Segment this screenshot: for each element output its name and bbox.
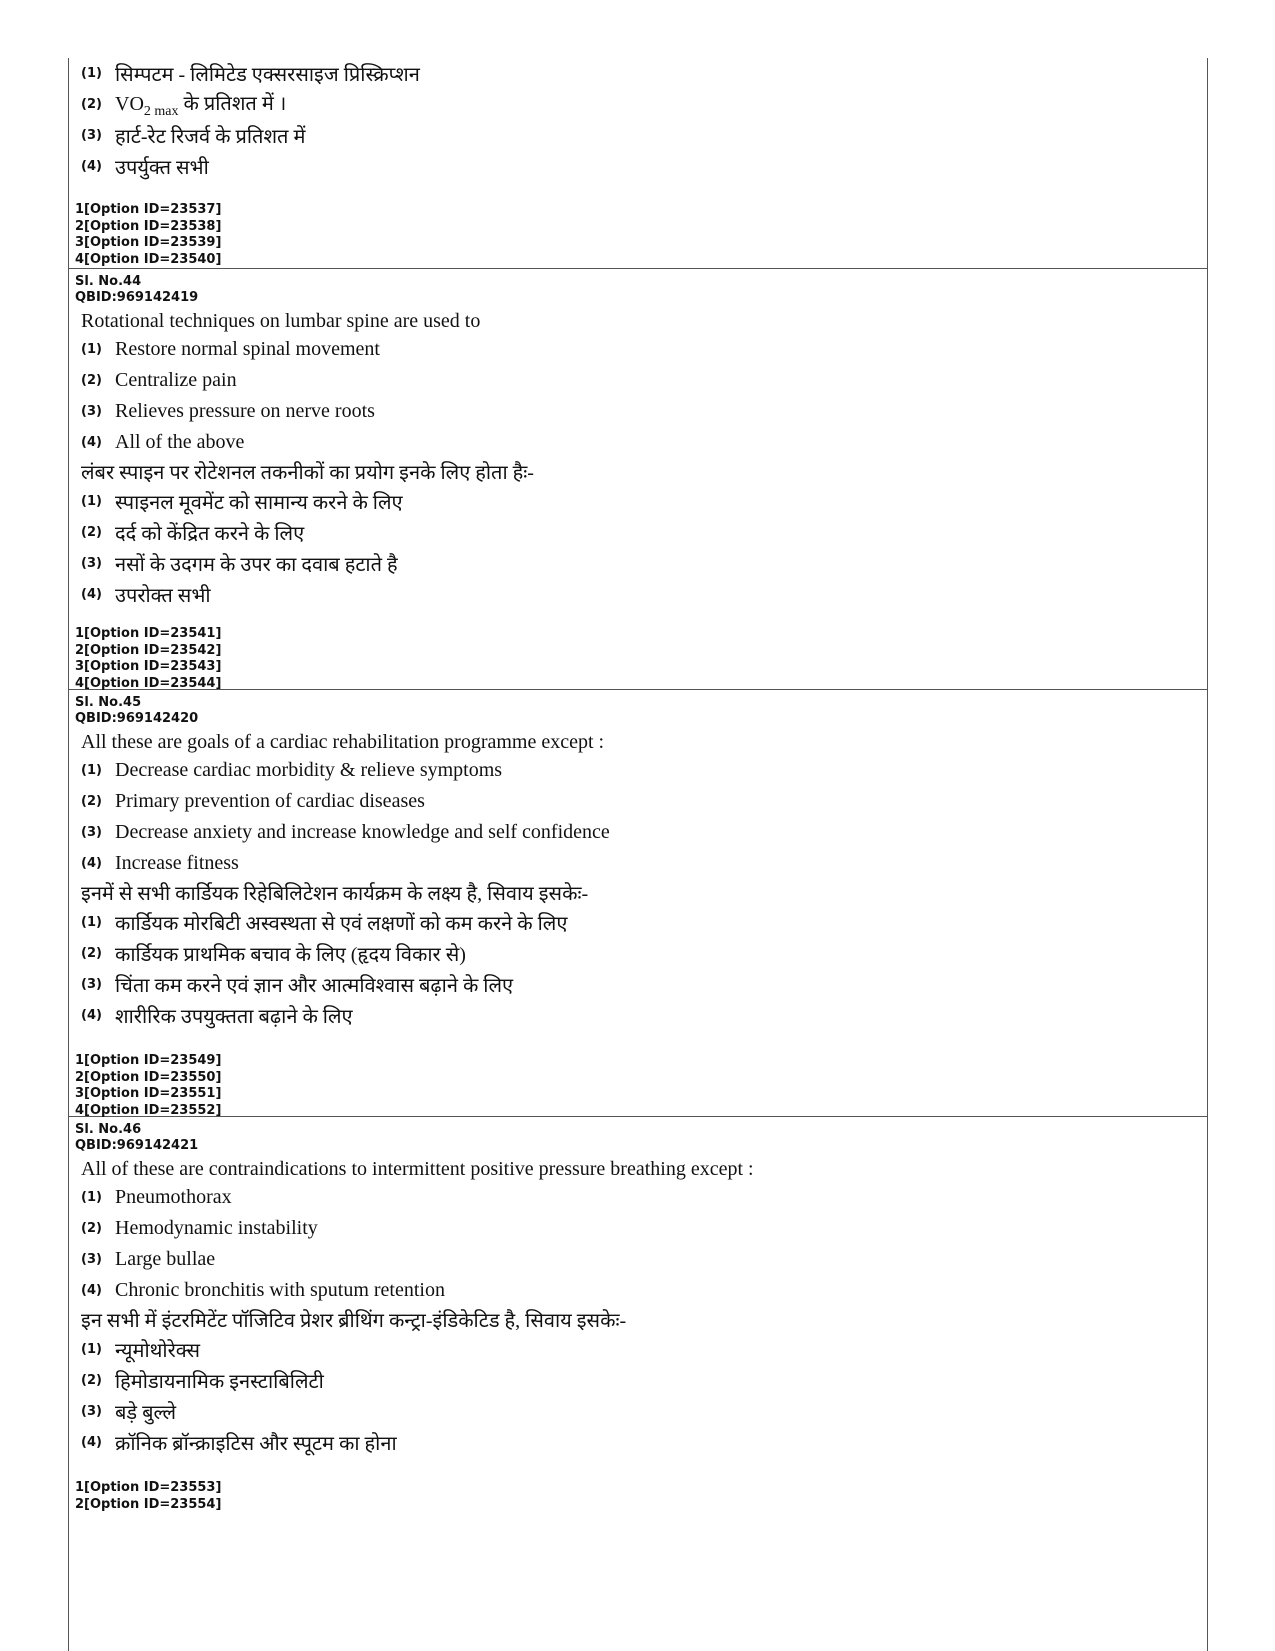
option-id: 1[Option ID=23541] [75,626,222,641]
option-text: उपर्युक्त सभी [115,157,209,179]
option-id-list [75,1480,1207,1513]
serial-number: Sl. No.46 [75,1122,142,1137]
english-option-4: (4) Increase fitness [81,852,239,874]
question-text-hindi: इन सभी में इंटरमिटेंट पॉजिटिव प्रेशर ब्रीथिंग कन्ट्रा-इंडिकेटिड है, सिवाय इसकेः- [81,1310,627,1332]
question-paper-frame [68,58,1208,1651]
option-text: हार्ट-रेट रिजर्व के प्रतिशत में [115,126,306,148]
english-option-2: (2) Centralize pain [81,369,237,391]
option-id: 2[Option ID=23542] [75,642,222,658]
hindi-option-2: (2) हिमोडायनामिक इनस्टाबिलिटी [81,1371,324,1393]
option-id: 4[Option ID=23540] [75,251,222,267]
option-id: 3[Option ID=23543] [75,659,222,674]
question-text-hindi: लंबर स्पाइन पर रोटेशनल तकनीकों का प्रयोग इनके लिए होता हैः- [81,462,534,484]
hindi-option-1: (1) स्पाइनल मूवमेंट को सामान्य करने के लिए [81,492,403,514]
option-id: 1[Option ID=23553] [75,1480,222,1495]
option-id-list [75,1053,1207,1119]
hindi-option-3: (3) चिंता कम करने एवं ज्ञान और आत्मविश्वास बढ़ाने के लिए [81,975,514,997]
option-id: 4[Option ID=23552] [75,1102,222,1118]
hindi-option-1: (1) न्यूमोथोरेक्स [81,1340,201,1362]
english-option-3: (3) Relieves pressure on nerve roots [81,400,375,422]
english-option-4: (4) All of the above [81,431,245,453]
qbid: QBID:969142421 [75,1138,199,1153]
question-block-46 [69,1117,1207,1651]
hindi-option-4: (4) क्रॉनिक ब्रॉन्क्राइटिस और स्पूटम का होना [81,1433,397,1455]
english-option-2: (2) Primary prevention of cardiac diseases [81,790,425,812]
option-id: 4[Option ID=23544] [75,675,222,691]
option-id: 2[Option ID=23538] [75,218,222,234]
english-option-3: (3) Large bullae [81,1248,216,1270]
question-block-45 [69,690,1207,1117]
english-option-4: (4) Chronic bronchitis with sputum retention [81,1279,445,1301]
english-option-2: (2) Hemodynamic instability [81,1217,318,1239]
question-text-english: Rotational techniques on lumbar spine are used to [81,310,481,332]
hindi-option-3 [81,120,1207,151]
hindi-option-4: (4) उपरोक्त सभी [81,585,211,607]
option-number: (1) [81,66,102,81]
hindi-option-1: (1) कार्डियक मोरबिटी अस्वस्थता से एवं लक्षणों को कम करने के लिए [81,913,568,935]
qbid: QBID:969142419 [75,290,199,305]
option-number: (4) [81,159,102,174]
option-id-list [75,202,1207,268]
hindi-option-4: (4) शारीरिक उपयुक्तता बढ़ाने के लिए [81,1006,353,1028]
hindi-option-3: (3) बड़े बुल्ले [81,1402,177,1424]
option-id: 2[Option ID=23554] [75,1496,222,1512]
english-option-1: (1) Pneumothorax [81,1186,232,1208]
option-number: (2) [81,97,102,112]
english-option-1: (1) Decrease cardiac morbidity & relieve symptoms [81,759,503,781]
hindi-option-3: (3) नसों के उदगम के उपर का दवाब हटाते है [81,554,398,576]
option-id: 1[Option ID=23549] [75,1053,222,1068]
hindi-option-4 [81,151,1207,182]
option-id: 3[Option ID=23539] [75,235,222,250]
question-block-43 [69,58,1207,269]
qbid: QBID:969142420 [75,711,199,726]
option-id-list [75,626,1207,692]
option-number: (3) [81,128,102,143]
hindi-option-1 [81,58,1207,89]
english-option-3: (3) Decrease anxiety and increase knowledge and self confidence [81,821,610,843]
question-text-english: All these are goals of a cardiac rehabilitation programme except : [81,731,605,753]
question-text-english: All of these are contraindications to intermittent positive pressure breathing except : [81,1158,754,1180]
question-text-hindi: इनमें से सभी कार्डियक रिहेबिलिटेशन कार्यक्रम के लक्ष्य है, सिवाय इसकेः- [81,883,589,905]
serial-number: Sl. No.45 [75,695,142,710]
hindi-option-2: (2) दर्द को केंद्रित करने के लिए [81,523,305,545]
option-id: 3[Option ID=23551] [75,1086,222,1101]
serial-number: Sl. No.44 [75,274,142,289]
option-id: 1[Option ID=23537] [75,202,222,217]
question-block-44 [69,269,1207,690]
hindi-option-2 [81,89,1207,120]
option-text: $VO_{2 max}$ के प्रतिशत में । [115,93,287,119]
hindi-option-2: (2) कार्डियक प्राथमिक बचाव के लिए (हृदय विकार से) [81,944,466,966]
option-text: सिम्पटम - लिमिटेड एक्सरसाइज प्रिस्क्रिप्शन [115,64,420,86]
option-id: 2[Option ID=23550] [75,1069,222,1085]
english-option-1: (1) Restore normal spinal movement [81,338,380,360]
